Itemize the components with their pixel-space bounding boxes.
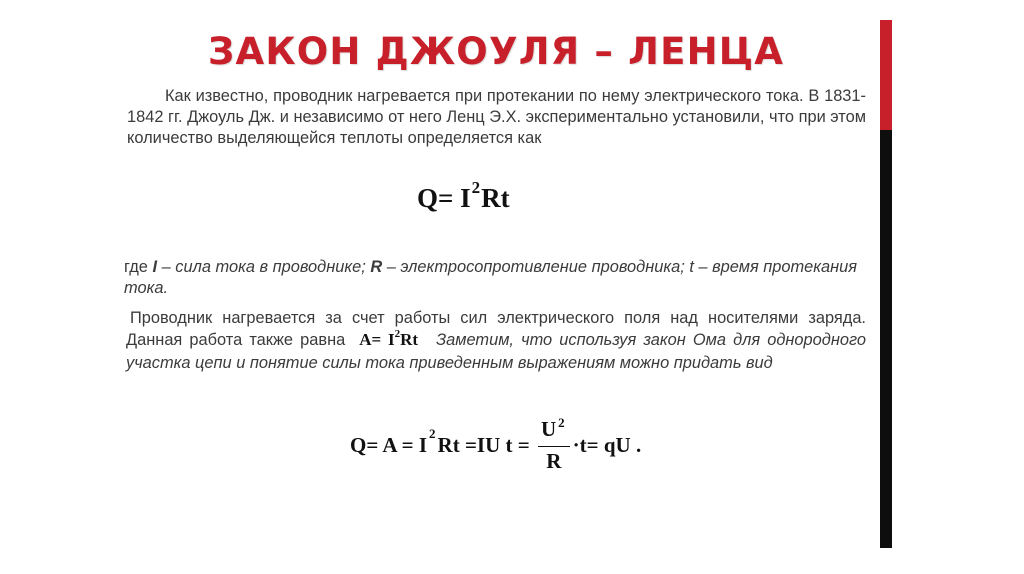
formula1-rhs: Rt xyxy=(481,183,510,213)
slide-title: ЗАКОН ДЖОУЛЯ – ЛЕНЦА xyxy=(208,30,785,73)
formula2-exp1: 2 xyxy=(429,426,436,441)
fraction-denominator: R xyxy=(546,449,562,473)
desc-t: – время протекания тока. xyxy=(124,258,858,297)
joule-lenz-formula xyxy=(417,178,510,214)
accent-bar-red xyxy=(880,20,892,130)
symbol-R: R xyxy=(370,258,383,276)
formula2-part1: Q= A = I xyxy=(350,432,428,457)
fraction-numerator-exponent: 2 xyxy=(558,415,565,430)
inline-formula-lhs: A= I xyxy=(359,330,395,349)
work-text-1: Проводник нагревается за счет работы сил электрического поля над носителями заряда. Данная работа также равна xyxy=(126,309,866,349)
desc-R: – электросопротивление проводника; xyxy=(382,258,690,276)
work-paragraph xyxy=(126,308,866,374)
work-text-2: Заметим, что используя закон Ома для однородного участка цепи и понятие силы тока приведенным выражениям можно придать вид xyxy=(126,331,866,372)
formula2-part3: ·t= qU . xyxy=(572,432,642,457)
work-inline-formula xyxy=(359,330,418,349)
formula1-exponent: 2 xyxy=(471,178,481,197)
formula2-fraction xyxy=(538,416,570,474)
symbol-I: I xyxy=(152,258,158,276)
where-word: где xyxy=(124,258,153,276)
intro-paragraph: Как известно, проводник нагревается при протекании по нему электрического тока. В 1831-1842 гг. Джоуль Дж. и независимо от него Ленц Э.Х. экспериментально установили, что при этом количество выделяющейся теплоты определяется как xyxy=(127,87,866,147)
definitions-paragraph xyxy=(124,257,866,299)
desc-I: – сила тока в проводнике; xyxy=(157,258,371,276)
fraction-numerator-symbol: U xyxy=(540,417,557,441)
inline-formula-exponent: 2 xyxy=(394,328,401,340)
combined-formula xyxy=(350,416,641,474)
accent-bar-black xyxy=(880,130,892,548)
inline-formula-rhs: Rt xyxy=(400,330,419,349)
fraction-numerator xyxy=(538,416,570,447)
formula1-lhs: Q= I xyxy=(417,183,471,213)
formula2-part2: Rt =IU t = xyxy=(437,432,535,457)
symbol-t: t xyxy=(689,258,694,276)
